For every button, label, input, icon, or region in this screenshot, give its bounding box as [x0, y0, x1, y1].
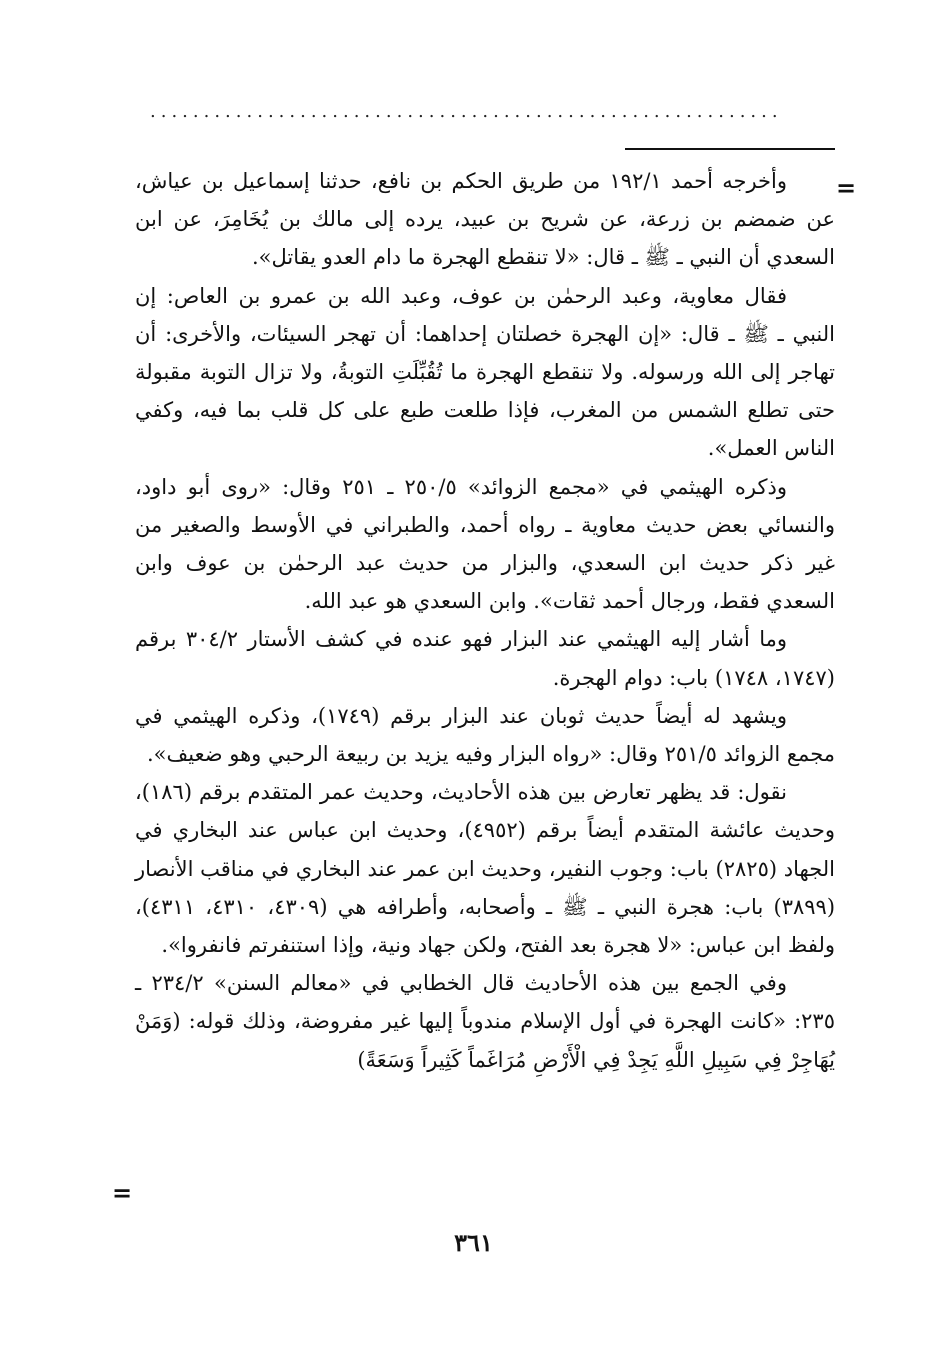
- paragraph-1: وأخرجه أحمد ١٩٢/١ من طريق الحكم بن نافع، حدثنا إسماعيل بن عياش، عن ضمضم بن زرعة، عن شريح بن عبيد، يرده إلى مالك بن يُخَامِرَ، عن ابن السعدي أن النبي ـ ﷺ ـ قال: «لا تنقطع الهجرة ما دام العدو يقاتل».: [135, 169, 835, 270]
- paragraph-5: ويشهد له أيضاً حديث ثوبان عند البزار برقم (١٧٤٩)، وذكره الهيثمي في مجمع الزوائد ٢٥١/٥ وقال: «رواه البزار وفيه يزيد بن ربيعة الرحبي وهو ضعيف».: [135, 703, 835, 767]
- continuation-mark-top: =: [836, 173, 857, 202]
- paragraph-2: فقال معاوية، وعبد الرحمٰن بن عوف، وعبد الله بن عمرو بن العاص: إن النبي ـ ﷺ ـ قال: «إن الهجرة خصلتان إحداهما: أن تهجر السيئات، والأخرى: أن تهاجر إلى الله ورسوله. ولا تنقطع الهجرة ما تُقُبِّلَتِ التوبةُ، ولا تزال التوبة مقبولة حتى تطلع الشمس من المغرب، فإذا طلعت طبع على كل قلب بما فيه، وكفي الناس العمل».: [135, 283, 835, 461]
- page-number: ٣٦١: [454, 1228, 493, 1257]
- paragraph-3: وذكره الهيثمي في «مجمع الزوائد» ٢٥٠/٥ ـ ٢٥١ وقال: «روى أبو داود، والنسائي بعض حديث معاوية ـ رواه أحمد، والطبراني في الأوسط والصغير من غير ذكر حديث ابن السعدي، والبزار من حديث عبد الرحمٰن بن عوف وابن السعدي فقط، ورجال أحمد ثقات». وابن السعدي هو عبد الله.: [135, 474, 835, 614]
- paragraph-4: وما أشار إليه الهيثمي عند البزار فهو عنده في كشف الأستار ٣٠٤/٢ برقم (١٧٤٧، ١٧٤٨) باب: دوام الهجرة.: [135, 627, 835, 690]
- paragraph-6: نقول: قد يظهر تعارض بين هذه الأحاديث، وحديث عمر المتقدم برقم (١٨٦)، وحديث عائشة المتقدم أيضاً برقم (٤٩٥٢)، وحديث ابن عباس عند البخاري في الجهاد (٢٨٢٥) باب: وجوب النفير، وحديث ابن عمر عند البخاري في مناقب الأنصار (٣٨٩٩) باب: هجرة النبي ـ ﷺ ـ وأصحابه، وأطرافه هي (٤٣٠٩، ٤٣١٠، ٤٣١١)، ولفظ ابن عباس: «لا هجرة بعد الفتح، ولكن جهاد ونية، وإذا استنفرتم فانفروا».: [135, 780, 836, 958]
- footnote-rule: [625, 148, 835, 150]
- continuation-mark-bottom: =: [112, 1178, 133, 1207]
- dotted-separator: ...........................................................: [150, 106, 783, 118]
- footnote-text: [135, 162, 835, 1079]
- paragraph-7: وفي الجمع بين هذه الأحاديث قال الخطابي في «معالم السنن» ٢٣٤/٢ ـ ٢٣٥: «كانت الهجرة في أول الإسلام مندوباً إليها غير مفروضة، وذلك قوله: (وَمَنْ يُهَاجِرْ فِي سَبِيلِ اللَّهِ يَجِدْ فِي الْأَرْضِ مُرَاغَماً كَثِيراً وَسَعَةً): [135, 971, 835, 1072]
